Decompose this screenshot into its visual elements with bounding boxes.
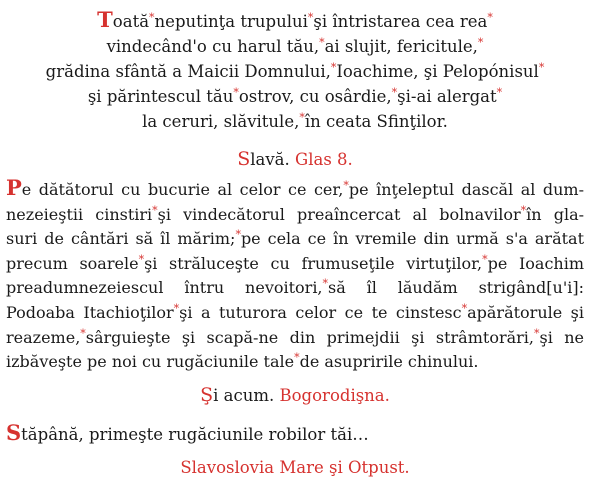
para-line-8: izbăveşte pe noi cu rugăciunile tale*de asupririle chinului. [6,351,479,372]
asterisk-mark: * [319,36,325,49]
asterisk-mark: * [496,86,503,99]
asterisk-mark: * [520,203,527,217]
asterisk-mark: * [233,86,239,99]
asterisk-mark: * [235,228,241,242]
para-line-6: Podoaba Itachioţilor*şi a tuturora celor ce te cinstesc*apărătorule şi [6,301,585,322]
asterisk-mark: * [534,326,540,340]
stanza-line-2: vindecând'o cu harul tău,*ai slujit, fericitule,* [106,36,484,56]
drop-cap: S [6,420,22,445]
rubric-si-acum: Şi acum. Bogorodişna. [200,384,390,406]
asterisk-mark: * [152,203,158,217]
asterisk-mark: * [173,301,180,315]
paragraph-doxastikon [6,177,584,376]
asterisk-mark: * [149,11,155,24]
asterisk-mark: * [343,179,349,192]
para-line-2: nezeieştii cinstiri*şi vindecătorul preaîncercat al bolnavilor*în gla- [6,203,585,224]
asterisk-mark: * [307,11,314,24]
asterisk-mark: * [482,252,488,266]
stanza-line-1: Toată*neputinţa trupului*şi întristarea cea rea* [97,7,493,32]
stanza-troparion [0,8,590,135]
para-line-4: precum soarele*şi străluceşte cu frumuseţile virtuţilor,*pe Ioachim [6,252,585,273]
paragraph-theotokion: Stăpână, primeşte rugăciunile robilor tăi… [6,420,369,445]
para-line-5: preadumnezeiescul întru nevoitori,*să îl lăudăm strigând[u'i]: [6,277,584,298]
drop-cap: P [6,175,22,200]
para-line-3: suri de cântări să îl mărim;*pe cela ce în vremile din urmă s'a arătat [6,228,585,249]
asterisk-mark: * [299,111,305,124]
rubric-slavoslovia: Slavoslovia Mare şi Otpust. [180,458,410,477]
asterisk-mark: * [322,277,329,291]
rubric-slava: Slavă. Glas 8. [237,148,353,170]
asterisk-mark: * [487,11,493,24]
asterisk-mark: * [330,61,337,74]
stanza-line-4: şi părintescul tău*ostrov, cu osârdie,*şi-ai alergat* [87,86,503,106]
drop-cap: T [97,7,113,32]
para-line-1: Pe dătătorul cu bucurie al celor ce cer,*pe înţeleptul dascăl al dum- [6,175,584,200]
asterisk-mark: * [477,36,484,49]
asterisk-mark: * [294,351,300,365]
stanza-line-3: grădina sfântă a Maicii Domnului,*Ioachime, şi Pelopónisul* [45,61,545,81]
asterisk-mark: * [80,326,86,340]
asterisk-mark: * [391,86,398,99]
asterisk-mark: * [538,61,545,74]
asterisk-mark: * [461,301,468,315]
para-line-7: reazeme,*sârguieşte şi scapă-ne din primejdii şi strâmtorări,*şi ne [6,326,584,347]
stanza-line-5: la ceruri, slăvitule,*în ceata Sfinţilor. [142,111,448,131]
asterisk-mark: * [138,252,145,266]
